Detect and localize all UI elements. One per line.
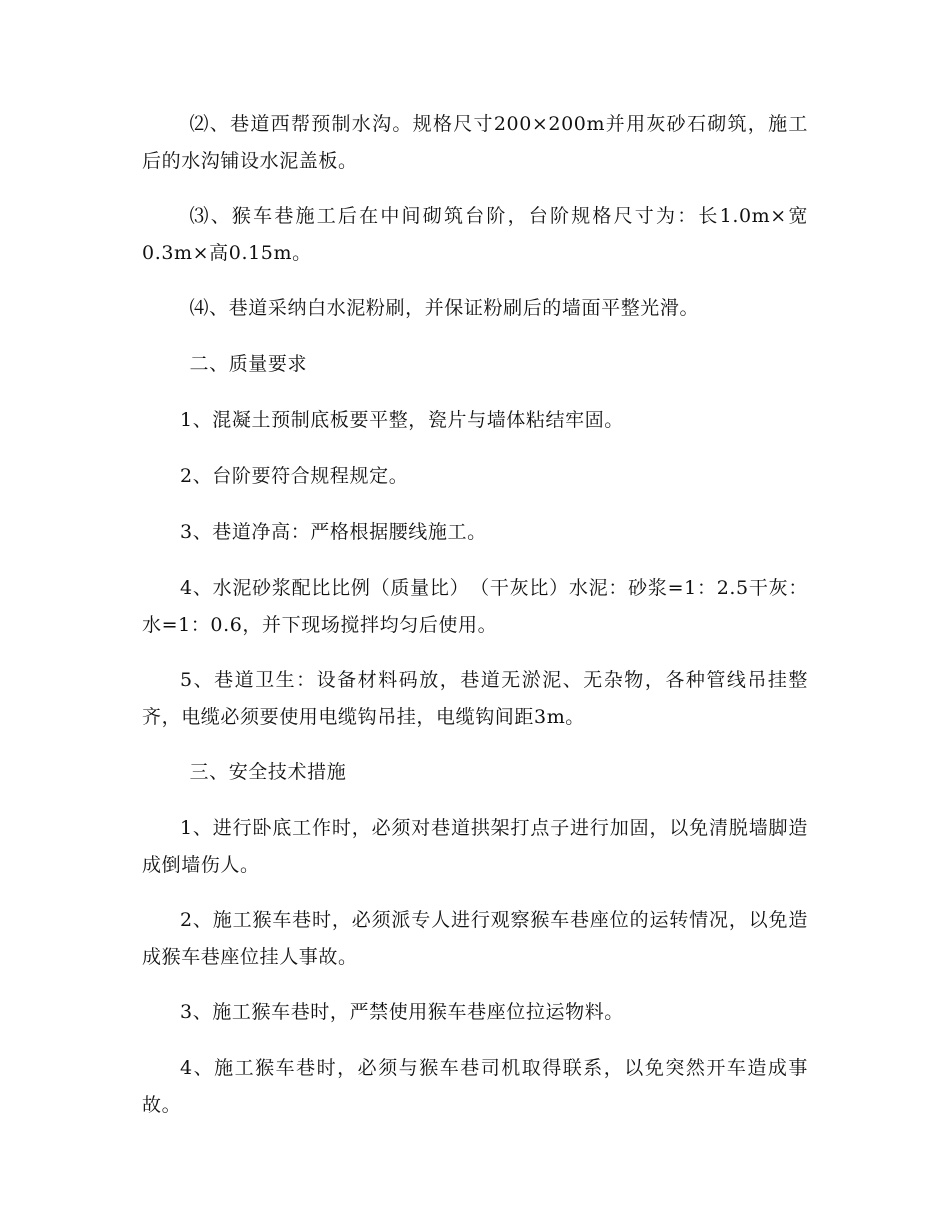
paragraph-quality-3: 3、巷道净高：严格根据腰线施工。 <box>180 521 487 543</box>
section-heading-quality: 二、质量要求 <box>189 353 308 375</box>
paragraph-safety-2: 2、施工猴车巷时，必须派专人进行观察猴车巷座位的运转情况，以免造成猴车巷座位挂人事故。 <box>142 909 808 968</box>
section-heading-safety: 三、安全技术措施 <box>189 761 347 783</box>
paragraph-quality-4: 4、水泥砂浆配比比例（质量比） （干灰比）水泥：砂浆=1：2.5干灰：水=1：0.6，并下现场搅拌均匀后使用。 <box>142 577 808 636</box>
paragraph-step-spec: ⑶、猴车巷施工后在中间砌筑台阶，台阶规格尺寸为：长1.0m×宽0.3m×高0.15m。 <box>142 205 808 264</box>
paragraph-whitewash: ⑷、巷道采纳白水泥粉刷，并保证粉刷后的墙面平整光滑。 <box>189 297 700 319</box>
paragraph-safety-4: 4、施工猴车巷时，必须与猴车巷司机取得联系，以免突然开车造成事故。 <box>142 1057 808 1116</box>
paragraph-drain-spec: ⑵、巷道西帮预制水沟。规格尺寸200×200m并用灰砂石砌筑，施工后的水沟铺设水泥盖板。 <box>142 113 808 172</box>
paragraph-quality-1: 1、混凝土预制底板要平整，瓷片与墙体粘结牢固。 <box>180 409 624 431</box>
paragraph-safety-1: 1、进行卧底工作时，必须对巷道拱架打点子进行加固，以免清脱墙脚造成倒墙伤人。 <box>142 817 808 876</box>
paragraph-safety-3: 3、施工猴车巷时，严禁使用猴车巷座位拉运物料。 <box>180 1001 624 1023</box>
paragraph-quality-5: 5、巷道卫生：设备材料码放，巷道无淤泥、无杂物，各种管线吊挂整齐，电缆必须要使用电缆钩吊挂，电缆钩间距3m。 <box>142 669 808 728</box>
paragraph-quality-2: 2、台阶要符合规程规定。 <box>180 465 409 487</box>
